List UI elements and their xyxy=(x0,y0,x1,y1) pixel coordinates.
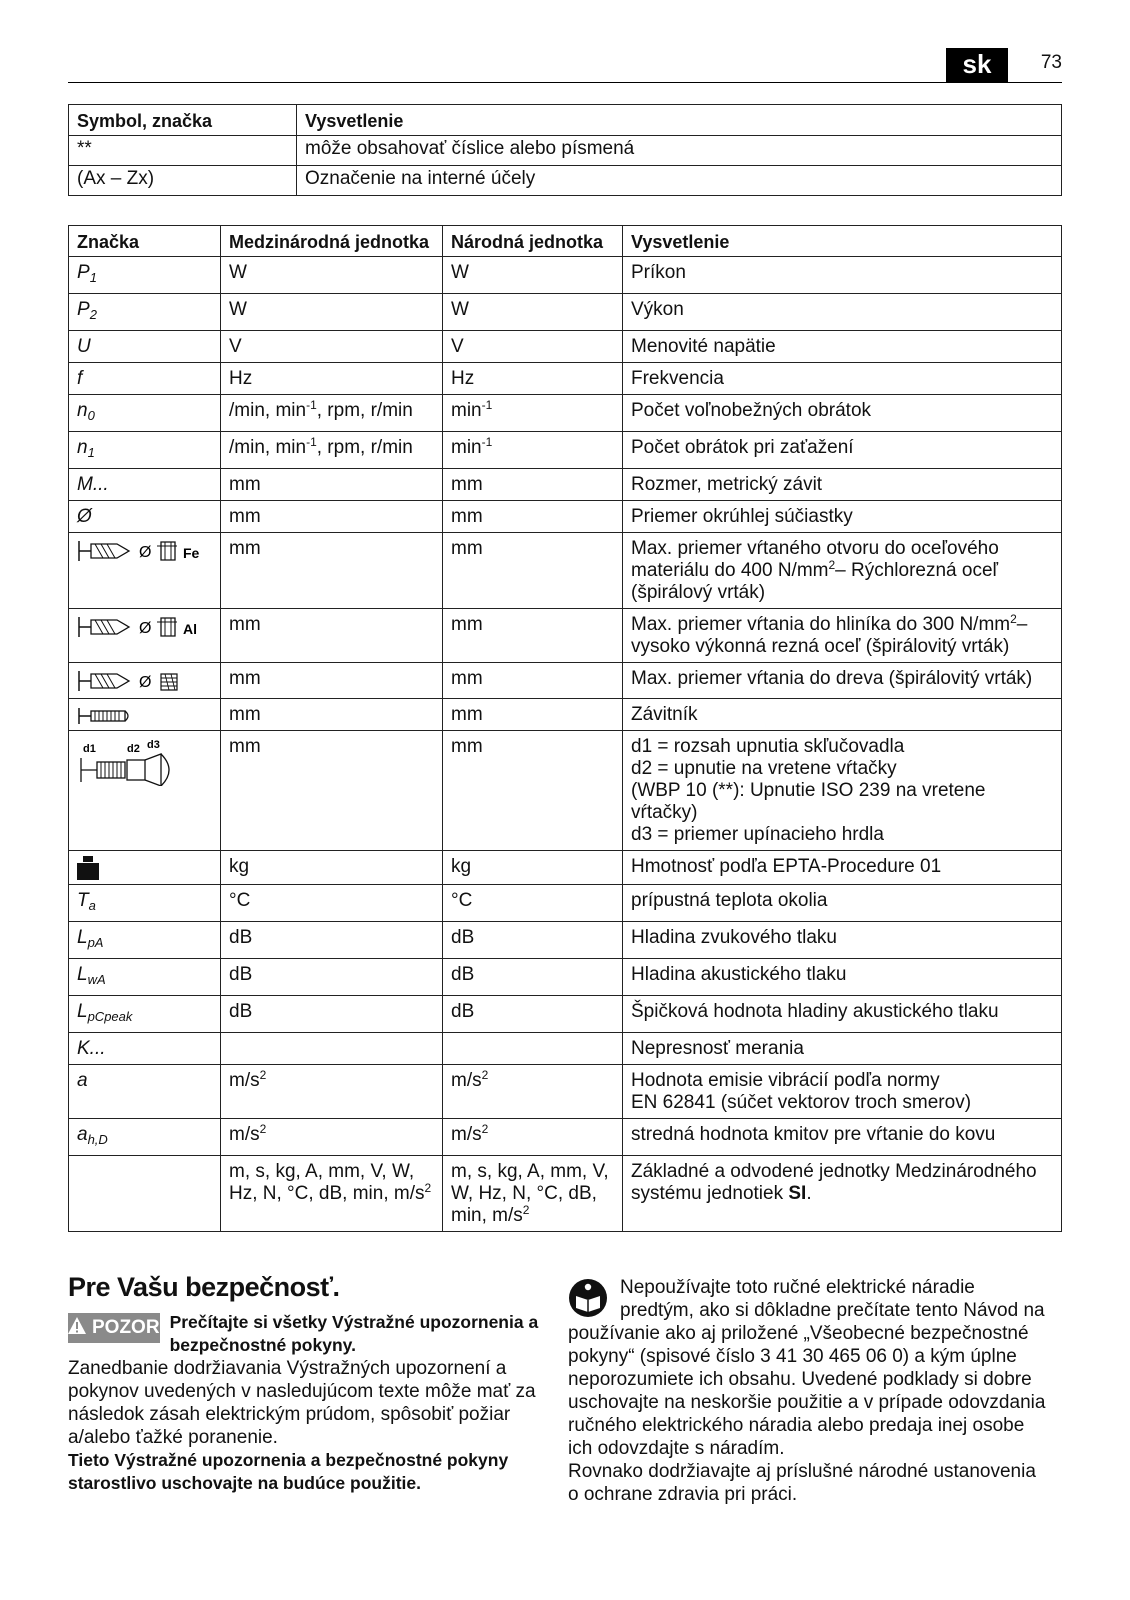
intl-unit-cell xyxy=(221,996,443,1033)
mark-symbol: L xyxy=(77,964,88,985)
unit-text: dB xyxy=(451,964,475,985)
explanation-line: d2 = upnutie na vretene vŕtačky xyxy=(631,758,897,779)
unit-text: kg xyxy=(451,856,472,877)
explanation-text: Max. priemer vŕtaného otvoru do oceľového materiálu do 400 N/mm xyxy=(631,538,999,581)
mark-cell xyxy=(69,1033,221,1065)
unit-text: , rpm, r/min xyxy=(316,400,413,421)
mark-symbol: M... xyxy=(77,474,109,495)
explanation-cell xyxy=(623,363,1062,395)
mark-symbol: a xyxy=(77,1124,88,1145)
unit-text: dB xyxy=(229,927,253,948)
table-row xyxy=(69,1033,1062,1065)
unit-text: mm xyxy=(451,538,483,559)
unit-text: /min, min xyxy=(229,400,307,421)
unit-exponent: -1 xyxy=(481,398,493,412)
explanation-cell xyxy=(623,501,1062,533)
page-number: 73 xyxy=(1040,52,1062,73)
explanation-cell xyxy=(623,257,1062,294)
explanation-cell xyxy=(623,1156,1062,1232)
intl-unit-cell xyxy=(221,1065,443,1119)
mark-cell xyxy=(69,501,221,533)
intl-unit-cell xyxy=(221,851,443,885)
intl-unit-cell xyxy=(221,699,443,731)
explanation-cell xyxy=(623,699,1062,731)
drill-wood-icon xyxy=(77,668,212,694)
explanation-text: Hladina zvukového tlaku xyxy=(631,927,837,948)
unit-text: mm xyxy=(229,474,261,495)
mark-symbol: P xyxy=(77,262,90,283)
national-unit-cell xyxy=(443,851,623,885)
national-unit-cell xyxy=(443,395,623,432)
unit-text: m/s xyxy=(229,1124,260,1145)
header-symbol: Symbol, značka xyxy=(69,105,297,136)
table-row xyxy=(69,1065,1062,1119)
unit-text: °C xyxy=(451,890,473,911)
keep-instructions: Tieto Výstražné upozornenia a bezpečnostné pokyny starostlivo uschovajte na budúce použitie. xyxy=(68,1450,509,1493)
weight-icon xyxy=(77,856,212,880)
explanation-cell: Označenie na interné účely xyxy=(297,166,1062,196)
table-row xyxy=(69,959,1062,996)
table-row xyxy=(69,1119,1062,1156)
mark-symbol: a xyxy=(77,1070,88,1091)
unit-text: V xyxy=(229,336,242,357)
unit-exponent: 2 xyxy=(828,558,836,572)
mark-symbol: n xyxy=(77,400,88,421)
unit-text: mm xyxy=(451,668,483,689)
explanation-cell xyxy=(623,731,1062,851)
table-row xyxy=(69,996,1062,1033)
unit-text: m/s xyxy=(229,1070,260,1091)
unit-exponent: 2 xyxy=(259,1068,267,1082)
read-all-warnings: Prečítajte si všetky Výstražné upozornenia a bezpečnostné pokyny. xyxy=(169,1312,539,1355)
explanation-cell xyxy=(623,1119,1062,1156)
unit-text: dB xyxy=(229,964,253,985)
unit-text: dB xyxy=(451,927,475,948)
explanation-text: Špičková hodnota hladiny akustického tlaku xyxy=(631,1001,999,1022)
unit-text: , rpm, r/min xyxy=(316,437,413,458)
read-manual-icon xyxy=(568,1278,608,1318)
explanation-cell: môže obsahovať číslice alebo písmená xyxy=(297,136,1062,166)
table-row xyxy=(69,363,1062,395)
national-unit-cell xyxy=(443,1156,623,1232)
table-row xyxy=(69,257,1062,294)
mark-subscript: a xyxy=(88,898,96,913)
explanation-text: Hladina akustického tlaku xyxy=(631,964,847,985)
explanation-text: Počet obrátok pri zaťažení xyxy=(631,437,854,458)
unit-text: mm xyxy=(451,474,483,495)
unit-exponent: -1 xyxy=(481,435,493,449)
intl-unit-cell xyxy=(221,922,443,959)
unit-text: mm xyxy=(451,704,483,725)
explanation-text: prípustná teplota okolia xyxy=(631,890,828,911)
mark-cell xyxy=(69,885,221,922)
unit-text: mm xyxy=(451,614,483,635)
intl-unit-cell xyxy=(221,395,443,432)
unit-text: Hz xyxy=(229,368,253,389)
header-explanation: Vysvetlenie xyxy=(623,226,1062,257)
mark-symbol: K... xyxy=(77,1038,106,1059)
mark-cell xyxy=(69,851,221,885)
table-row xyxy=(69,663,1062,699)
mark-cell xyxy=(69,663,221,699)
manual-paragraph-1: Nepoužívajte toto ručné elektrické náradie predtým, ako si dôkladne prečítate tento Návod na používanie ako aj priložené „Všeobecné bezpečnostné pokyny“ (spisové číslo 3 41 30 465 06 0) a kým úplne neporozumiete ich obsahu. Uvedené podklady si dobre uschovajte na neskoršie použitie a v prípade odovzdania ručného elektrického náradia alebo predaja inej osobe ich odovzdajte s náradím. xyxy=(568,1277,1046,1459)
mark-cell xyxy=(69,609,221,663)
table-row xyxy=(69,166,1062,196)
national-unit-cell xyxy=(443,609,623,663)
explanation-text: Priemer okrúhlej súčiastky xyxy=(631,506,853,527)
national-unit-cell xyxy=(443,1033,623,1065)
explanation-line: Hodnota emisie vibrácií podľa normy xyxy=(631,1070,940,1091)
mark-subscript: 1 xyxy=(87,445,95,460)
national-unit-cell xyxy=(443,363,623,395)
explanation-cell xyxy=(623,885,1062,922)
explanation-text: Rozmer, metrický závit xyxy=(631,474,823,495)
mark-cell xyxy=(69,699,221,731)
mark-cell xyxy=(69,533,221,609)
mark-symbol: f xyxy=(77,368,83,389)
explanation-line: EN 62841 (súčet vektorov troch smerov) xyxy=(631,1092,972,1113)
explanation-cell xyxy=(623,1033,1062,1065)
mark-symbol: U xyxy=(77,336,91,357)
unit-text: m/s xyxy=(451,1124,482,1145)
symbol-cell: ** xyxy=(69,136,297,166)
national-unit-cell xyxy=(443,959,623,996)
unit-text: mm xyxy=(229,538,261,559)
intl-unit-cell xyxy=(221,609,443,663)
mark-subscript: pCpeak xyxy=(87,1009,133,1024)
mark-cell xyxy=(69,1065,221,1119)
explanation-text: . xyxy=(806,1183,812,1204)
intl-unit-cell xyxy=(221,432,443,469)
svg-text:d1: d1 xyxy=(83,743,96,755)
unit-text: mm xyxy=(229,614,261,635)
mark-symbol: Ø xyxy=(77,506,92,527)
explanation-text: Výkon xyxy=(631,299,684,320)
table-row xyxy=(69,885,1062,922)
svg-text:Fe: Fe xyxy=(183,545,200,561)
explanation-cell xyxy=(623,663,1062,699)
intl-unit-cell xyxy=(221,501,443,533)
mark-cell xyxy=(69,996,221,1033)
intl-unit-cell xyxy=(221,1156,443,1232)
explanation-cell xyxy=(623,609,1062,663)
svg-text:Ø: Ø xyxy=(139,544,152,561)
unit-text: /min, min xyxy=(229,437,307,458)
unit-exponent: 2 xyxy=(481,1122,489,1136)
warning-paragraph: Zanedbanie dodržiavania Výstražných upozornení a pokynov uvedených v nasledujúcom texte môže mať za následok zásah elektrickým prúdom, spôsobiť požiar a/alebo ťažké poranenie. xyxy=(68,1358,536,1448)
unit-text: W xyxy=(451,262,469,283)
svg-text:d3: d3 xyxy=(147,739,160,751)
explanation-text: stredná hodnota kmitov pre vŕtanie do kovu xyxy=(631,1124,996,1145)
explanation-cell xyxy=(623,959,1062,996)
explanation-text: Závitník xyxy=(631,704,698,725)
unit-exponent: 2 xyxy=(1010,612,1017,626)
mark-subscript: pA xyxy=(87,935,104,950)
national-unit-cell xyxy=(443,257,623,294)
units-table xyxy=(68,225,1062,1232)
mark-cell xyxy=(69,922,221,959)
svg-text:Al: Al xyxy=(183,621,197,637)
header-mark: Značka xyxy=(69,226,221,257)
unit-text: mm xyxy=(451,736,483,757)
table-row xyxy=(69,533,1062,609)
intl-unit-cell xyxy=(221,331,443,363)
unit-exponent: -1 xyxy=(306,398,317,412)
explanation-text: Základné a odvodené jednotky Medzinárodného systému jednotiek xyxy=(631,1161,1037,1204)
mark-cell xyxy=(69,469,221,501)
national-unit-cell xyxy=(443,922,623,959)
section-title: Pre Vašu bezpečnosť. xyxy=(68,1272,340,1302)
explanation-cell xyxy=(623,851,1062,885)
explanation-cell xyxy=(623,395,1062,432)
intl-unit-cell xyxy=(221,533,443,609)
explanation-text: Príkon xyxy=(631,262,686,283)
explanation-cell xyxy=(623,922,1062,959)
mark-cell xyxy=(69,294,221,331)
manual-paragraph-2: Rovnako dodržiavajte aj príslušné národné ustanovenia o ochrane zdravia pri práci. xyxy=(568,1461,1036,1505)
unit-exponent: 2 xyxy=(259,1122,267,1136)
unit-text: min xyxy=(451,437,482,458)
chuck-icon xyxy=(77,736,212,786)
manual-notice xyxy=(568,1276,1046,1506)
unit-text: kg xyxy=(229,856,250,877)
mark-cell xyxy=(69,363,221,395)
unit-text: W xyxy=(229,262,247,283)
explanation-cell xyxy=(623,294,1062,331)
national-unit-cell xyxy=(443,501,623,533)
national-unit-cell xyxy=(443,1065,623,1119)
explanation-text: Max. priemer vŕtania do dreva (špirálovitý vrták) xyxy=(631,668,1033,689)
header-explanation: Vysvetlenie xyxy=(297,105,1062,136)
table-row xyxy=(69,851,1062,885)
mark-cell xyxy=(69,257,221,294)
unit-exponent: 2 xyxy=(424,1181,432,1195)
mark-symbol: T xyxy=(77,890,89,911)
national-unit-cell xyxy=(443,469,623,501)
tap-icon xyxy=(77,704,212,726)
unit-text: mm xyxy=(451,506,483,527)
national-unit-cell xyxy=(443,996,623,1033)
unit-text: mm xyxy=(229,506,261,527)
table-row xyxy=(69,294,1062,331)
mark-cell xyxy=(69,1119,221,1156)
mark-cell xyxy=(69,331,221,363)
unit-text: mm xyxy=(229,736,261,757)
intl-unit-cell xyxy=(221,469,443,501)
national-unit-cell xyxy=(443,533,623,609)
warning-row xyxy=(68,1311,548,1357)
intl-unit-cell xyxy=(221,959,443,996)
mark-subscript: 2 xyxy=(89,307,97,322)
intl-unit-cell xyxy=(221,1119,443,1156)
unit-text: °C xyxy=(229,890,251,911)
explanation-bold: SI xyxy=(788,1183,807,1204)
intl-unit-cell xyxy=(221,363,443,395)
unit-exponent: -1 xyxy=(306,435,317,449)
explanation-cell xyxy=(623,533,1062,609)
table-row xyxy=(69,331,1062,363)
national-unit-cell xyxy=(443,432,623,469)
national-unit-cell xyxy=(443,331,623,363)
page-header xyxy=(68,48,1062,83)
language-badge: sk xyxy=(946,48,1008,82)
mark-cell xyxy=(69,731,221,851)
unit-exponent: 2 xyxy=(522,1203,530,1217)
unit-text: dB xyxy=(451,1001,475,1022)
explanation-text: Nepresnosť merania xyxy=(631,1038,804,1059)
symbol-table xyxy=(68,104,1062,196)
unit-text: m, s, kg, A, mm, V, W, Hz, N, °C, dB, min, m/s xyxy=(451,1161,609,1226)
unit-text: m/s xyxy=(451,1070,482,1091)
safety-section xyxy=(68,1272,548,1495)
mark-symbol: P xyxy=(77,299,90,320)
explanation-text: – Rýchlorezná oceľ (špirálový vrták) xyxy=(631,560,999,603)
table-row xyxy=(69,609,1062,663)
mark-cell xyxy=(69,395,221,432)
explanation-text: Počet voľnobežných obrátok xyxy=(631,400,872,421)
table-row xyxy=(69,395,1062,432)
symbol-cell: (Ax – Zx) xyxy=(69,166,297,196)
intl-unit-cell xyxy=(221,663,443,699)
intl-unit-cell xyxy=(221,294,443,331)
unit-text: mm xyxy=(229,668,261,689)
explanation-line: (WBP 10 (**): Upnutie ISO 239 na vretene vŕtačky) xyxy=(631,780,986,823)
explanation-line: d3 = priemer upínacieho hrdla xyxy=(631,824,884,845)
intl-unit-cell xyxy=(221,1033,443,1065)
intl-unit-cell xyxy=(221,885,443,922)
svg-text:Ø: Ø xyxy=(139,674,152,691)
unit-text: W xyxy=(229,299,247,320)
svg-text:Ø: Ø xyxy=(139,620,152,637)
unit-text: dB xyxy=(229,1001,253,1022)
mark-cell xyxy=(69,959,221,996)
table-row xyxy=(69,432,1062,469)
table-row xyxy=(69,501,1062,533)
table-header-row xyxy=(69,226,1062,257)
mark-cell xyxy=(69,1156,221,1232)
explanation-cell xyxy=(623,1065,1062,1119)
explanation-line: d1 = rozsah upnutia skľučovadla xyxy=(631,736,905,757)
caution-label: POZOR xyxy=(92,1317,160,1338)
intl-unit-cell xyxy=(221,257,443,294)
mark-subscript: 0 xyxy=(87,408,95,423)
mark-symbol: n xyxy=(77,437,88,458)
mark-subscript: h,D xyxy=(87,1132,108,1147)
warning-triangle-icon xyxy=(68,1317,86,1340)
mark-symbol: L xyxy=(77,927,88,948)
explanation-cell xyxy=(623,432,1062,469)
unit-text: mm xyxy=(229,704,261,725)
table-row xyxy=(69,469,1062,501)
header-intl-unit: Medzinárodná jednotka xyxy=(221,226,443,257)
explanation-cell xyxy=(623,996,1062,1033)
caution-badge xyxy=(68,1313,160,1343)
mark-subscript: wA xyxy=(87,972,106,987)
explanation-text: – vysoko výkonná rezná oceľ (špirálovitý vrták) xyxy=(631,614,1028,657)
unit-exponent: 2 xyxy=(481,1068,489,1082)
explanation-text: Menovité napätie xyxy=(631,336,776,357)
national-unit-cell xyxy=(443,294,623,331)
explanation-text: Frekvencia xyxy=(631,368,724,389)
unit-text: min xyxy=(451,400,482,421)
unit-text: m, s, kg, A, mm, V, W, Hz, N, °C, dB, min, m/s xyxy=(229,1161,425,1204)
table-row xyxy=(69,136,1062,166)
unit-text: V xyxy=(451,336,464,357)
table-row xyxy=(69,731,1062,851)
national-unit-cell xyxy=(443,699,623,731)
mark-cell xyxy=(69,432,221,469)
explanation-cell xyxy=(623,469,1062,501)
drill-aluminium-icon xyxy=(77,614,212,640)
national-unit-cell xyxy=(443,731,623,851)
table-row xyxy=(69,922,1062,959)
explanation-text: Hmotnosť podľa EPTA-Procedure 01 xyxy=(631,856,942,877)
mark-symbol: L xyxy=(77,1001,88,1022)
unit-text: W xyxy=(451,299,469,320)
svg-text:d2: d2 xyxy=(127,743,140,755)
intl-unit-cell xyxy=(221,731,443,851)
national-unit-cell xyxy=(443,1119,623,1156)
drill-steel-icon xyxy=(77,538,212,564)
national-unit-cell xyxy=(443,885,623,922)
mark-subscript: 1 xyxy=(89,270,97,285)
explanation-cell xyxy=(623,331,1062,363)
unit-text: Hz xyxy=(451,368,475,389)
units-table-body xyxy=(69,257,1062,1232)
header-national-unit: Národná jednotka xyxy=(443,226,623,257)
table-header-row xyxy=(69,105,1062,136)
table-row xyxy=(69,699,1062,731)
explanation-text: Max. priemer vŕtania do hliníka do 300 N/mm xyxy=(631,614,1011,635)
national-unit-cell xyxy=(443,663,623,699)
table-row xyxy=(69,1156,1062,1232)
